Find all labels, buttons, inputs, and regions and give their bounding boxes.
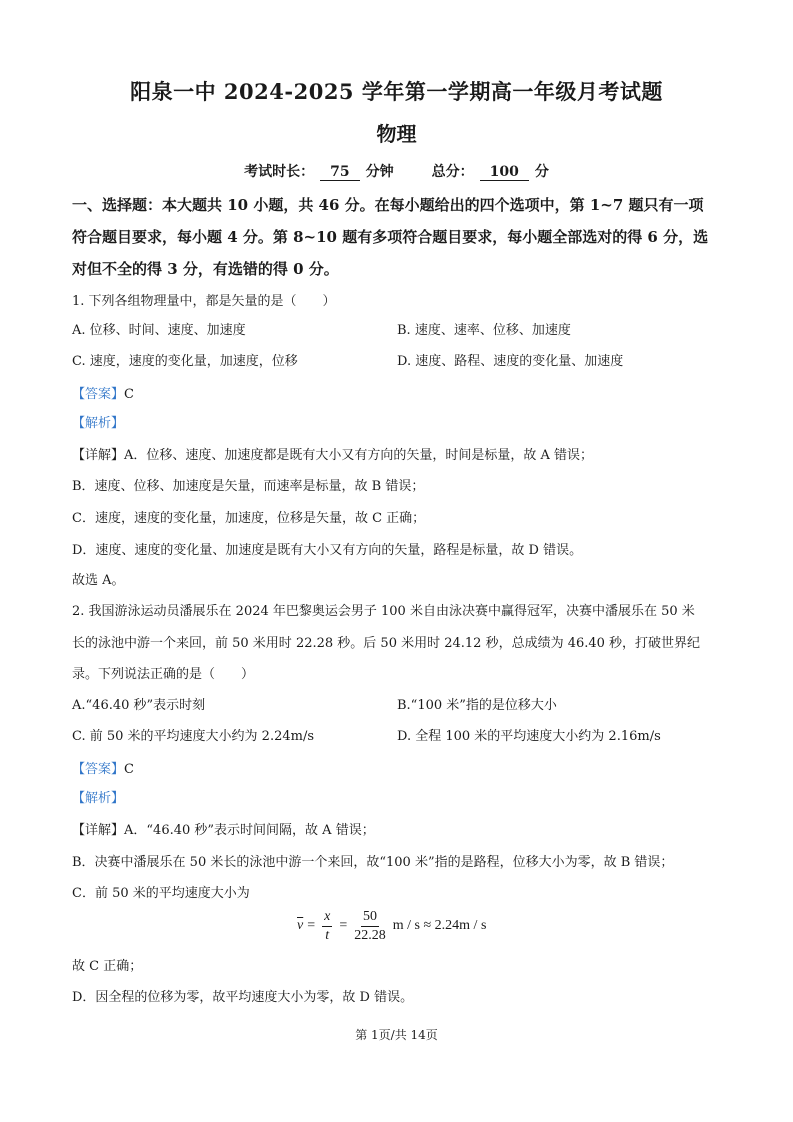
question-1-option-c: C. 速度，速度的变化量，加速度，位移 bbox=[72, 354, 298, 369]
page-footer: 第 1页/共 14页 bbox=[355, 1028, 438, 1042]
question-2-analysis-tag: 【解析】 bbox=[72, 791, 125, 806]
question-2-option-d: D. 全程 100 米的平均速度大小约为 2.16m/s bbox=[397, 729, 661, 744]
question-2-detail-3: C．前 50 米的平均速度大小为 bbox=[72, 886, 250, 901]
score-value: 100 bbox=[480, 164, 529, 181]
formula-fraction-xt bbox=[322, 908, 332, 945]
section-heading-line-2: 符合题目要求，每小题 4 分。第 8~10 题有多项符合题目要求，每小题全部选对的得 6 分，选 bbox=[72, 228, 709, 246]
subject-title: 物理 bbox=[376, 122, 417, 146]
answer-tag: 【答案】 bbox=[72, 762, 125, 777]
question-1-detail-4: D．速度、速度的变化量、加速度是既有大小又有方向的矢量，路程是标量，故 D 错误。 bbox=[72, 543, 583, 558]
question-1-answer bbox=[72, 383, 134, 402]
formula-x: x bbox=[322, 908, 332, 927]
question-1-stem: 1. 下列各组物理量中，都是矢量的是（ ） bbox=[72, 294, 336, 309]
section-heading-line-1: 一、选择题：本大题共 10 小题，共 46 分。在每小题给出的四个选项中，第 1~7 题只有一项 bbox=[72, 196, 704, 214]
question-2-detail-1: 【详解】A．“46.40 秒”表示时间间隔，故 A 错误； bbox=[72, 823, 375, 838]
question-2-answer bbox=[72, 758, 134, 777]
exam-info bbox=[0, 161, 793, 181]
score-label: 总分： bbox=[431, 164, 474, 180]
question-1-option-a: A. 位移、时间、速度、加速度 bbox=[72, 323, 246, 338]
question-2-stem-2: 长的泳池中游一个来回，前 50 米用时 22.28 秒。后 50 米用时 24.12 秒，总成绩为 46.40 秒，打破世界纪 bbox=[72, 636, 701, 651]
answer-tag: 【答案】 bbox=[72, 387, 125, 402]
question-1-option-d: D. 速度、路程、速度的变化量、加速度 bbox=[397, 354, 624, 369]
answer-value: C bbox=[124, 387, 134, 402]
question-1-option-b: B. 速度、速率、位移、加速度 bbox=[397, 323, 571, 338]
formula-denominator: 22.28 bbox=[354, 927, 386, 943]
formula-tail: m / s ≈ 2.24m / s bbox=[392, 918, 487, 933]
detail-tag: 【详解】 bbox=[72, 823, 125, 838]
detail-tag: 【详解】 bbox=[72, 448, 125, 463]
question-2-option-c: C. 前 50 米的平均速度大小约为 2.24m/s bbox=[72, 729, 315, 744]
formula-eq-1: = bbox=[307, 918, 316, 933]
question-2-detail-2: B．决赛中潘展乐在 50 米长的泳池中游一个来回，故“100 米”指的是路程，位移大小为零，故 B 错误； bbox=[72, 855, 674, 870]
question-1-detail-3: C．速度，速度的变化量，加速度，位移是矢量，故 C 正确； bbox=[72, 511, 426, 526]
question-2-option-b: B.“100 米”指的是位移大小 bbox=[397, 698, 557, 713]
question-1-detail-2: B．速度、位移、加速度是矢量，而速率是标量，故 B 错误； bbox=[72, 479, 425, 494]
formula-numerator: 50 bbox=[361, 908, 379, 927]
formula-eq-2: = bbox=[339, 918, 348, 933]
section-heading-line-3: 对但不全的得 3 分，有选错的得 0 分。 bbox=[72, 260, 339, 278]
question-1-analysis-tag: 【解析】 bbox=[72, 416, 125, 431]
score-unit: 分 bbox=[534, 164, 549, 180]
question-2-detail-5: D．因全程的位移为零，故平均速度大小为零，故 D 错误。 bbox=[72, 990, 414, 1005]
formula-fraction-values bbox=[354, 908, 386, 945]
question-2-option-a: A.“46.40 秒”表示时刻 bbox=[72, 698, 206, 713]
time-label: 考试时长： bbox=[244, 164, 315, 180]
formula-t: t bbox=[325, 927, 330, 943]
question-1-detail-1: 【详解】A．位移、速度、加速度都是既有大小又有方向的矢量，时间是标量，故 A 错误； bbox=[72, 448, 594, 463]
question-2-detail-4: 故 C 正确； bbox=[72, 959, 143, 974]
answer-value: C bbox=[124, 762, 134, 777]
time-unit: 分钟 bbox=[365, 164, 394, 180]
question-2-stem-1: 2. 我国游泳运动员潘展乐在 2024 年巴黎奥运会男子 100 米自由泳决赛中赢得冠军，决赛中潘展乐在 50 米 bbox=[72, 604, 695, 619]
question-2-stem-3: 录。下列说法正确的是（ ） bbox=[72, 667, 255, 682]
average-velocity-formula bbox=[297, 904, 486, 948]
formula-v: $\overline{v}$ bbox=[297, 918, 304, 933]
page-title: 阳泉一中 2024-2025 学年第一学期高一年级月考试题 bbox=[130, 79, 663, 104]
question-1-conclusion: 故选 A。 bbox=[72, 573, 125, 588]
time-value: 75 bbox=[320, 164, 359, 181]
